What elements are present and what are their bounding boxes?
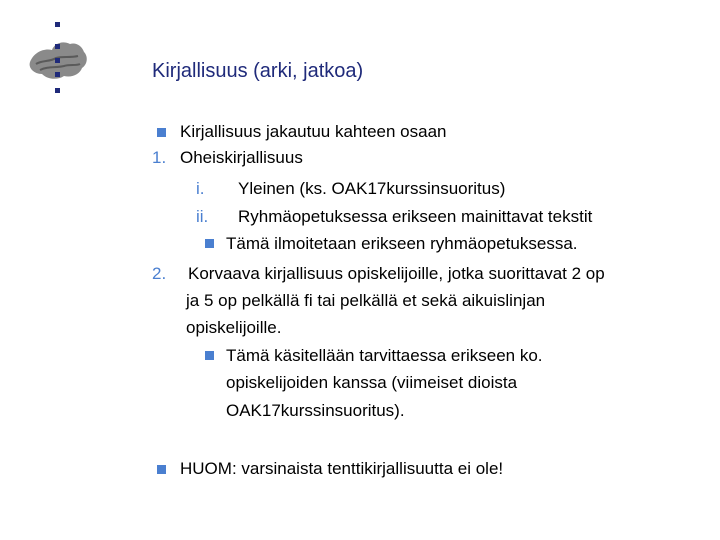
bullet-text: Tämä ilmoitetaan erikseen ryhmäopetuksessa. bbox=[226, 234, 578, 253]
roman-numeral: ii. bbox=[196, 207, 209, 226]
bullet-text-line: opiskelijoiden kanssa (viimeiset dioista bbox=[226, 373, 518, 392]
square-bullet-icon bbox=[205, 239, 214, 248]
bullet-text-line: Tämä käsitellään tarvittaessa erikseen ko. bbox=[226, 346, 543, 365]
list-item-text: Yleinen (ks. OAK17kurssinsuoritus) bbox=[238, 179, 506, 198]
square-bullet-icon bbox=[157, 465, 166, 474]
list-number: 1. bbox=[152, 148, 167, 167]
list-item-text: Oheiskirjallisuus bbox=[180, 148, 303, 167]
university-logo-icon bbox=[22, 22, 92, 98]
list-item-text-line: opiskelijoille. bbox=[186, 318, 282, 337]
bullet-text-line: OAK17kurssinsuoritus). bbox=[226, 401, 405, 420]
list-item-text: Ryhmäopetuksessa erikseen mainittavat tekstit bbox=[238, 207, 593, 226]
slide-title: Kirjallisuus (arki, jatkoa) bbox=[152, 60, 364, 82]
square-bullet-icon bbox=[157, 128, 166, 137]
square-bullet-icon bbox=[205, 351, 214, 360]
list-number: 2. bbox=[152, 264, 167, 283]
roman-numeral: i. bbox=[196, 179, 205, 198]
list-item-text-line: ja 5 op pelkällä fi tai pelkällä et sekä aikuislinjan bbox=[186, 291, 546, 310]
bullet-text: Kirjallisuus jakautuu kahteen osaan bbox=[180, 122, 447, 141]
bullet-text: HUOM: varsinaista tenttikirjallisuutta ei ole! bbox=[180, 459, 504, 478]
list-item-text-line: Korvaava kirjallisuus opiskelijoille, jotka suorittavat 2 op bbox=[188, 264, 605, 283]
